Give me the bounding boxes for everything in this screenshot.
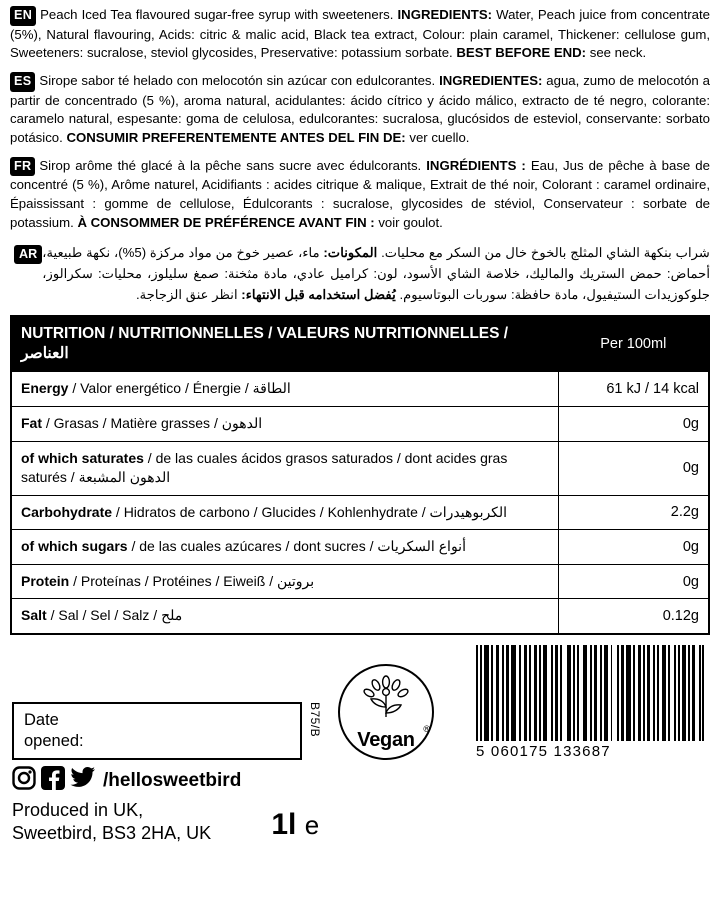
nutrient-name-protein: [12, 564, 558, 599]
vegan-logo: [338, 664, 434, 760]
ingredients-label-en: INGREDIENTS:: [397, 7, 493, 22]
barcode-number: 5 060175 133687: [476, 743, 611, 761]
vegan-flower-icon: [358, 674, 414, 723]
social-links: [12, 766, 241, 795]
table-row: [12, 530, 708, 565]
producer-address: [12, 799, 241, 844]
nutrient-name-saturates: [12, 441, 558, 495]
barcode-image: [476, 645, 704, 741]
language-block-es: [10, 72, 710, 148]
bbe-label-en: BEST BEFORE END:: [456, 45, 587, 61]
nutrient-name-rest: / Grasas / Matière grasses / الدهون: [42, 414, 263, 431]
nutrient-name-rest: / Valor energético / Énergie / الطاقة: [68, 380, 291, 397]
table-row: [12, 599, 708, 633]
vegan-registered-mark: ®: [423, 724, 430, 735]
language-tag-es: ES: [10, 72, 35, 92]
instagram-icon: [12, 766, 36, 795]
product-title-es: Sirope sabor té helado con melocotón sin azúcar con edulcorantes.: [39, 73, 436, 89]
social-handle: /hellosweetbird: [103, 769, 242, 791]
ingredients-label-es: INGREDIENTES:: [439, 73, 543, 89]
bbe-text-es: ver cuello.: [405, 130, 470, 146]
language-block-en: [10, 6, 710, 63]
label-footer: [10, 645, 710, 760]
nutrient-name-rest: / de las cuales ácidos grasos saturados / dont acides gras saturés / الدهون المشبعة: [21, 449, 508, 486]
ingredients-label-fr: INGRÉDIENTS :: [426, 157, 526, 173]
net-volume-value: 1l: [271, 808, 297, 842]
ingredients-text-en: Water, Peach juice from concentrate (5%), Natural flavouring, Acids: citric & malic acid, Black tea extract, Colour: plain caramel, Thickener: cellulose gum, Sweeteners: sucralose, steviol glycosides, Preservative: potassium sorbate.: [10, 7, 710, 61]
producer-line-1: Produced in UK,: [12, 800, 144, 821]
nutrient-name-fat: [12, 406, 558, 441]
table-row: [12, 564, 708, 599]
estimated-sign: e: [304, 810, 320, 841]
bbe-text-en: see neck.: [586, 45, 647, 61]
table-row: [12, 406, 708, 441]
nutrient-name-bold: Carbohydrate: [21, 503, 113, 520]
language-block-ar: [10, 242, 710, 305]
nutrient-name-rest: / Proteínas / Protéines / Eiweiß / بروتين: [69, 572, 315, 589]
nutrient-name-rest: / de las cuales azúcares / dont sucres / أنواع السكريات: [127, 538, 466, 555]
nutrient-name-rest: / Hidratos de carbono / Glucides / Kohlenhydrate / الكربوهيدرات: [112, 503, 508, 520]
net-volume: [271, 808, 319, 842]
ingredients-label-ar: المكونات:: [323, 244, 378, 260]
nutrient-name-salt: [12, 599, 558, 633]
language-block-fr: [10, 157, 710, 233]
bbe-text-fr: voir goulot.: [374, 214, 443, 230]
nutrient-name-carbohydrate: [12, 495, 558, 530]
label-bottom-row: [10, 766, 710, 844]
batch-code: B75/B: [308, 702, 322, 738]
date-opened-line2: opened:: [24, 731, 84, 750]
date-opened-line1: Date: [24, 711, 59, 730]
twitter-icon: [70, 766, 96, 795]
nutrition-table: [10, 315, 710, 635]
ingredients-text-fr: Eau, Jus de pêche à base de concentré (5 %), Arôme naturel, Acidifiants : acides citrique & malique, Extrait de thé noir, Colorant : caramel ordinaire, Épaississant : gomme de cellulose, Édulcorants : sucralose, glycosides de stéviol, Conservateur : sorbate de potassium.: [10, 157, 710, 230]
product-title-fr: Sirop arôme thé glacé à la pêche sans sucre avec édulcorants.: [39, 157, 422, 173]
nutrient-name-bold: of which saturates: [21, 449, 144, 466]
bbe-label-es: CONSUMIR PREFERENTEMENTE ANTES DEL FIN DE:: [66, 130, 406, 146]
table-row: [12, 441, 708, 495]
ingredients-text-es: agua, zumo de melocotón a partir de concentrado (5 %), aroma natural, acidulantes: ácido cítrico y ácido málico, extracto de té negro, colorante: caramelo natural, espesante: goma de celulosa, edulcorantes: sucralosa, glucósidos de esteviol, conservante: sorbato potásico.: [10, 73, 710, 146]
language-tag-en: EN: [10, 6, 36, 26]
product-title-en: Peach Iced Tea flavoured sugar-free syrup with sweeteners.: [40, 7, 394, 22]
language-tag-fr: FR: [10, 157, 35, 177]
nutrition-header-row: [12, 317, 708, 372]
nutrient-value-salt: 0.12g: [558, 599, 708, 633]
nutrient-name-energy: [12, 372, 558, 407]
nutrient-name-bold: Salt: [21, 607, 47, 624]
bbe-label-ar: يُفضل استخدامه قبل الانتهاء:: [241, 286, 396, 302]
nutrient-name-bold: Energy: [21, 380, 69, 397]
product-title-ar: شراب بنكهة الشاي المثلج بالخوخ خال من السكر مع محليات.: [377, 244, 710, 260]
table-row: [12, 495, 708, 530]
nutrient-value-carbohydrate: 2.2g: [558, 495, 708, 530]
bbe-label-fr: À CONSOMMER DE PRÉFÉRENCE AVANT FIN :: [77, 214, 375, 230]
facebook-icon: [41, 766, 65, 795]
nutrient-name-bold: Protein: [21, 572, 70, 589]
table-row: [12, 372, 708, 407]
vegan-label: Vegan: [357, 729, 415, 752]
nutrient-name-rest: / Sal / Sel / Salz / ملح: [46, 607, 183, 624]
bbe-text-ar: انظر عنق الزجاجة.: [136, 286, 242, 302]
producer-line-2: Sweetbird, BS3 2HA, UK: [12, 822, 212, 843]
nutrient-name-sugars: [12, 530, 558, 565]
nutrient-value-protein: 0g: [558, 564, 708, 599]
nutrient-value-energy: 61 kJ / 14 kcal: [558, 372, 708, 407]
date-opened-box: [12, 702, 302, 760]
nutrient-name-bold: Fat: [21, 414, 42, 431]
nutrient-name-bold: of which sugars: [21, 538, 128, 555]
nutrient-value-saturates: 0g: [558, 441, 708, 495]
nutrient-value-fat: 0g: [558, 406, 708, 441]
nutrition-header-per: Per 100ml: [558, 317, 708, 372]
language-tag-ar: AR: [14, 245, 42, 265]
barcode-area: [476, 645, 708, 760]
nutrient-value-sugars: 0g: [558, 530, 708, 565]
nutrition-header-title: NUTRITION / NUTRITIONNELLES / VALEURS NUTRITIONNELLES / العناصر: [12, 317, 558, 372]
ingredients-text-ar: ماء، عصير خوخ من مواد مركزة (5%)، نكهة طبيعية، أحماض: حمض الستريك والماليك، خلاصة الشاي الأسود، لون: كراميل عادي، مادة مثخنة: صمغ سليلوز، محليات: سكرالوز، جلوكوزيدات الستيفيول، مادة حافظة: سوربات البوتاسيوم.: [42, 244, 710, 302]
